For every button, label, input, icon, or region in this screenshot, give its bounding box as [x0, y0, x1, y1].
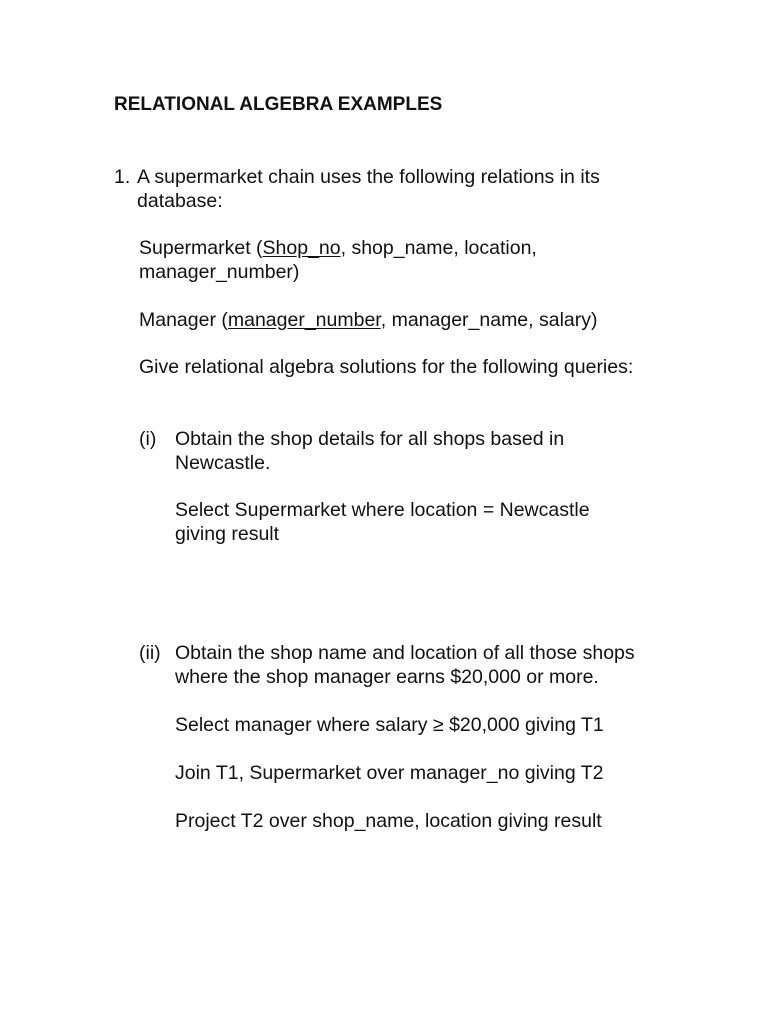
- supermarket-relation-prefix: Supermarket (: [139, 237, 263, 259]
- supermarket-primary-key: Shop_no: [262, 237, 341, 259]
- part-i-question-line2: Newcastle.: [175, 452, 271, 474]
- part-ii-answer-project: Project T2 over shop_name, location giving result: [175, 810, 602, 832]
- part-i-answer-line1: Select Supermarket where location = Newcastle: [175, 499, 590, 521]
- part-i-question-line1: Obtain the shop details for all shops based in: [175, 428, 565, 450]
- part-label-i: (i): [139, 428, 157, 450]
- instruction-text: Give relational algebra solutions for the following queries:: [139, 356, 634, 378]
- manager-relation-attributes: , manager_name, salary): [380, 309, 598, 331]
- part-ii-answer-select: Select manager where salary ≥ $20,000 giving T1: [175, 714, 604, 736]
- part-ii-answer-join: Join T1, Supermarket over manager_no giving T2: [175, 762, 604, 784]
- supermarket-relation-line1: [139, 236, 537, 260]
- manager-primary-key: manager_number: [227, 309, 381, 331]
- part-label-ii: (ii): [139, 642, 161, 664]
- question-intro-line1: A supermarket chain uses the following relations in its: [137, 166, 600, 188]
- supermarket-relation-line2: manager_number): [139, 261, 300, 283]
- part-i-answer-line2: giving result: [175, 523, 280, 545]
- part-ii-question-line1: Obtain the shop name and location of all those shops: [175, 642, 635, 664]
- part-ii-question-line2: where the shop manager earns $20,000 or more.: [175, 666, 599, 688]
- supermarket-relation-attributes: , shop_name, location,: [340, 237, 537, 259]
- question-number: 1.: [114, 166, 131, 188]
- manager-relation: [139, 308, 598, 332]
- question-intro-line2: database:: [137, 190, 223, 212]
- manager-relation-prefix: Manager (: [139, 309, 228, 331]
- page-title: RELATIONAL ALGEBRA EXAMPLES: [114, 94, 443, 115]
